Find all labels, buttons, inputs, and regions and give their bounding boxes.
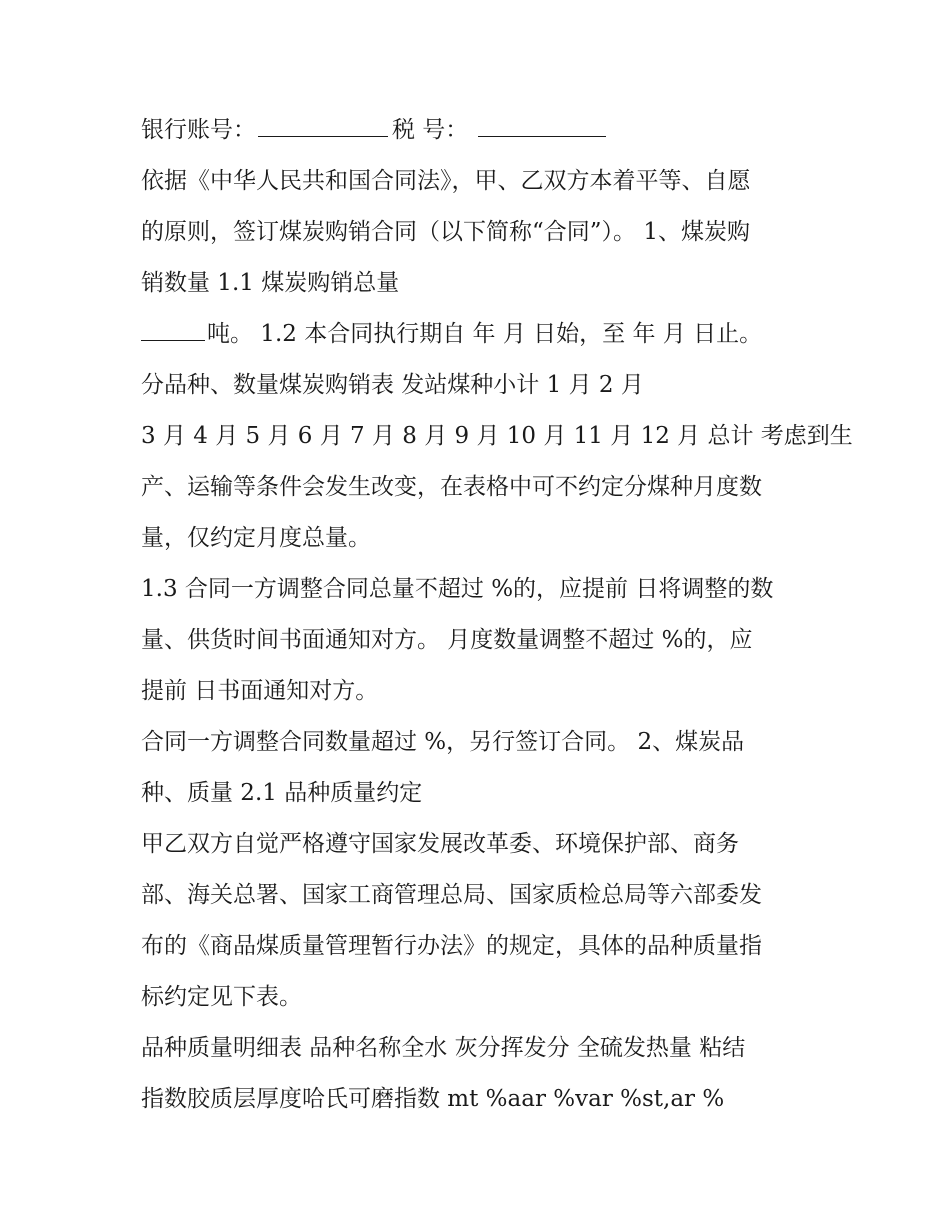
- paragraph-line: 合同一方调整合同数量超过 %，另行签订合同。 2、煤炭品: [141, 729, 745, 755]
- bank-account-blank: [258, 114, 388, 137]
- paragraph-line: 部、海关总署、国家工商管理总局、国家质检总局等六部委发: [141, 882, 762, 908]
- paragraph-line: 分品种、数量煤炭购销表 发站煤种小计 1 月 2 月: [141, 372, 644, 398]
- paragraph-line: 销数量 1.1 煤炭购销总量: [141, 270, 400, 296]
- paragraph-line: 量、供货时间书面通知对方。 月度数量调整不超过 %的，应: [141, 627, 753, 653]
- bank-tax-line: [141, 105, 821, 156]
- tax-number-blank: [478, 114, 606, 137]
- total-quantity-blank: [141, 318, 205, 341]
- paragraph-line: 种、质量 2.1 品种质量约定: [141, 780, 423, 806]
- paragraph-line: 依据《中华人民共和国合同法》，甲、乙双方本着平等、自愿: [141, 168, 751, 194]
- paragraph-line: 提前 日书面通知对方。: [141, 678, 379, 704]
- paragraph-line: 1.3 合同一方调整合同总量不超过 %的，应提前 日将调整的数: [141, 576, 774, 602]
- bank-account-label: 银行账号：: [141, 117, 256, 143]
- paragraph-line: 指数胶质层厚度哈氏可磨指数 mt %aar %var %st,ar %: [141, 1086, 725, 1112]
- paragraph-line: 产、运输等条件会发生改变，在表格中可不约定分煤种月度数: [141, 474, 762, 500]
- paragraph-line: 甲乙双方自觉严格遵守国家发展改革委、环境保护部、商务: [141, 831, 739, 857]
- paragraph-line: 的原则，签订煤炭购销合同（以下简称“合同”）。 1、煤炭购: [141, 219, 750, 245]
- paragraph-line: 3 月 4 月 5 月 6 月 7 月 8 月 9 月 10 月 11 月 12 月 总计 考虑到生: [141, 423, 853, 449]
- contract-body-text: [141, 105, 853, 1125]
- total-quantity-line: [141, 309, 821, 360]
- paragraph-line: 布的《商品煤质量管理暂行办法》的规定，具体的品种质量指: [141, 933, 762, 959]
- paragraph-line: 标约定见下表。: [141, 984, 302, 1010]
- paragraph-line: 品种质量明细表 品种名称全水 灰分挥发分 全硫发热量 粘结: [141, 1035, 746, 1061]
- paragraph-line: 量，仅约定月度总量。: [141, 525, 371, 551]
- paragraph-line-text: 吨。 1.2 本合同执行期自 年 月 日始，至 年 月 日止。: [207, 321, 763, 347]
- tax-number-label: 税 号：: [392, 117, 469, 143]
